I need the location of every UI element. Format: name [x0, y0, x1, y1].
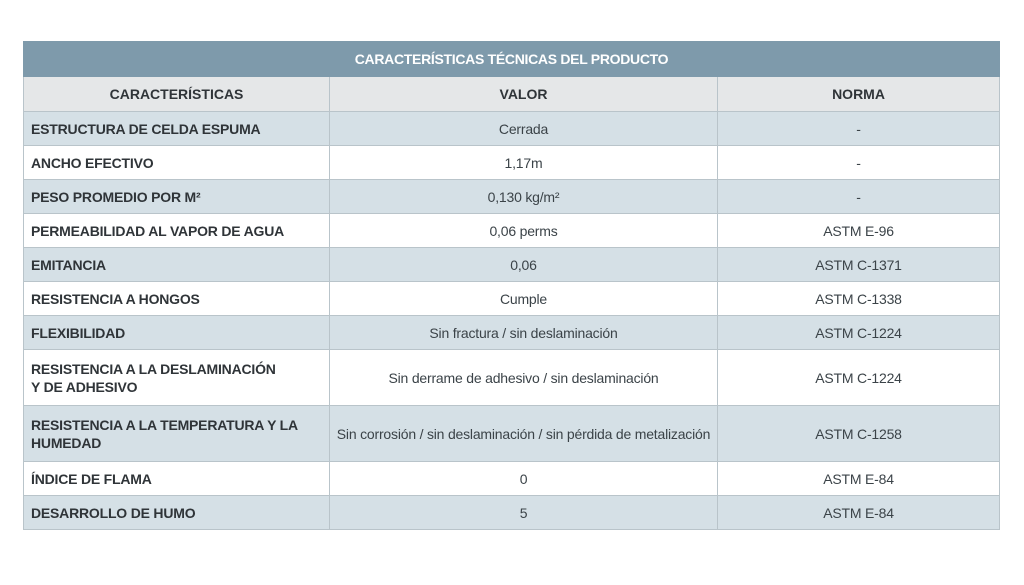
row-label-line: Y DE ADHESIVO	[31, 378, 138, 395]
spec-table-container	[23, 41, 999, 530]
table-header-row	[24, 77, 1000, 112]
row-value: 0,130 kg/m²	[330, 180, 718, 214]
row-label	[24, 406, 330, 462]
row-label	[24, 350, 330, 406]
row-label: PESO PROMEDIO POR M²	[24, 180, 330, 214]
row-norm: ASTM C-1338	[718, 282, 1000, 316]
table-row	[24, 496, 1000, 530]
row-label: ÍNDICE DE FLAMA	[24, 462, 330, 496]
row-norm: ASTM C-1224	[718, 350, 1000, 406]
row-label: PERMEABILIDAD AL VAPOR DE AGUA	[24, 214, 330, 248]
row-norm: ASTM E-84	[718, 462, 1000, 496]
table-row	[24, 214, 1000, 248]
table-row	[24, 406, 1000, 462]
table-title-row	[24, 42, 1000, 77]
row-norm: ASTM C-1258	[718, 406, 1000, 462]
row-value: 1,17m	[330, 146, 718, 180]
row-norm: -	[718, 180, 1000, 214]
row-norm: ASTM C-1224	[718, 316, 1000, 350]
row-norm: -	[718, 112, 1000, 146]
row-value: Cumple	[330, 282, 718, 316]
table-row	[24, 248, 1000, 282]
row-label: RESISTENCIA A HONGOS	[24, 282, 330, 316]
row-label-line: RESISTENCIA A LA TEMPERATURA Y LA	[31, 416, 298, 433]
row-label: EMITANCIA	[24, 248, 330, 282]
row-label-line: RESISTENCIA A LA DESLAMINACIÓN	[31, 360, 276, 377]
row-norm: ASTM E-84	[718, 496, 1000, 530]
table-row	[24, 316, 1000, 350]
row-label: ANCHO EFECTIVO	[24, 146, 330, 180]
column-header-norm: NORMA	[718, 77, 1000, 112]
table-row	[24, 180, 1000, 214]
row-label-line: HUMEDAD	[31, 434, 102, 451]
row-norm: ASTM E-96	[718, 214, 1000, 248]
row-value: 0,06 perms	[330, 214, 718, 248]
row-norm: -	[718, 146, 1000, 180]
spec-table	[23, 41, 1000, 530]
row-value: Cerrada	[330, 112, 718, 146]
row-value: Sin fractura / sin deslaminación	[330, 316, 718, 350]
column-header-characteristics: CARACTERÍSTICAS	[24, 77, 330, 112]
row-label: DESARROLLO DE HUMO	[24, 496, 330, 530]
row-label: FLEXIBILIDAD	[24, 316, 330, 350]
table-title: CARACTERÍSTICAS TÉCNICAS DEL PRODUCTO	[24, 42, 1000, 77]
row-value: 0,06	[330, 248, 718, 282]
row-value: Sin derrame de adhesivo / sin deslaminación	[330, 350, 718, 406]
table-row	[24, 112, 1000, 146]
row-norm: ASTM C-1371	[718, 248, 1000, 282]
table-row	[24, 282, 1000, 316]
row-value: 5	[330, 496, 718, 530]
column-header-value: VALOR	[330, 77, 718, 112]
table-row	[24, 350, 1000, 406]
row-value: Sin corrosión / sin deslaminación / sin pérdida de metalización	[330, 406, 718, 462]
table-row	[24, 146, 1000, 180]
row-value: 0	[330, 462, 718, 496]
row-label: ESTRUCTURA DE CELDA ESPUMA	[24, 112, 330, 146]
table-row	[24, 462, 1000, 496]
